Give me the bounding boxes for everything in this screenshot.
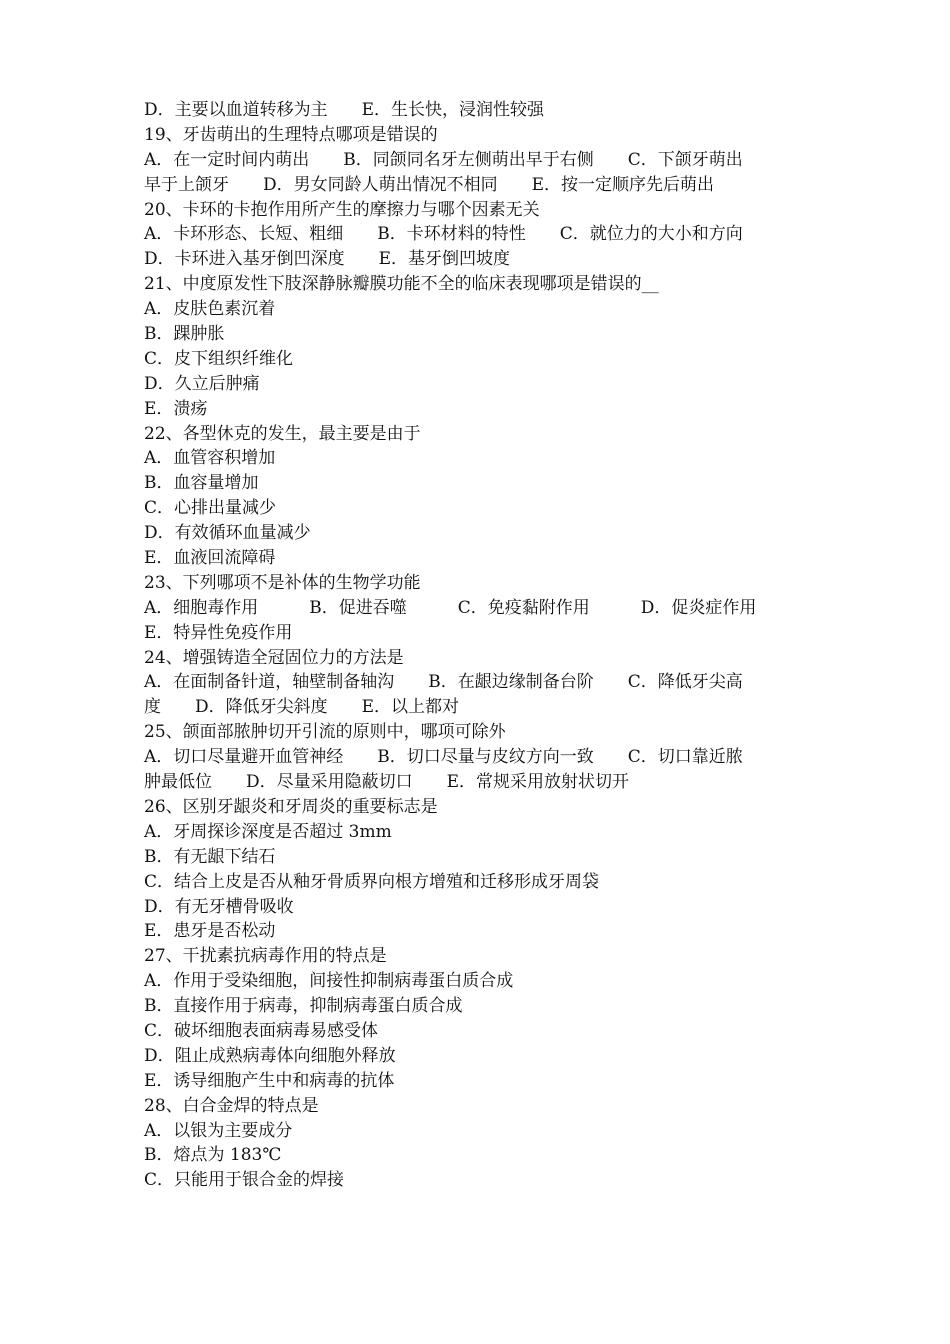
option-line: E．血液回流障碍 [144,548,276,569]
question-21-stem: 21、中度原发性下肢深静脉瓣膜功能不全的临床表现哪项是错误的__ [144,274,659,295]
option-line: B．直接作用于病毒，抑制病毒蛋白质合成 [144,996,463,1017]
option-line: E．溃疡 [144,398,208,419]
text-line: A．卡环形态、长短、粗细 B．卡环材料的特性 C．就位力的大小和方向 [144,224,743,245]
option-line: E．诱导细胞产生中和病毒的抗体 [144,1070,395,1091]
option-line: B．有无龈下结石 [144,846,276,867]
question-20-stem: 20、卡环的卡抱作用所产生的摩擦力与哪个因素无关 [144,199,540,220]
text-line: A．细胞毒作用 B．促进吞噬 C．免疫黏附作用 D．促炎症作用 [144,597,757,618]
text-line: D．主要以血道转移为主 E．生长快，浸润性较强 [144,100,545,120]
text-line: A．在面制备针道，轴壁制备轴沟 B．在龈边缘制备台阶 C．降低牙尖高 [144,672,743,693]
question-19-stem: 19、牙齿萌出的生理特点哪项是错误的 [144,124,438,145]
question-22-stem: 22、各型休克的发生，最主要是由于 [144,423,421,444]
option-line: C．结合上皮是否从釉牙骨质界向根方增殖和迁移形成牙周袋 [144,871,600,892]
option-line: C．只能用于银合金的焊接 [144,1170,345,1191]
question-25-stem: 25、颌面部脓肿切开引流的原则中，哪项可除外 [144,722,506,743]
option-line: A．牙周探诊深度是否超过 3mm [144,821,392,842]
text-line: 早于上颌牙 D．男女同龄人萌出情况不相同 E．按一定顺序先后萌出 [144,174,715,195]
option-line: A．血管容积增加 [144,448,276,469]
option-line: C．皮下组织纤维化 [144,348,294,369]
option-line: D．阻止成熟病毒体向细胞外释放 [144,1045,396,1066]
question-27-stem: 27、干扰素抗病毒作用的特点是 [144,946,387,967]
option-line: B．熔点为 183℃ [144,1145,282,1166]
option-line: A．皮肤色素沉着 [144,299,276,320]
option-line: E．特异性免疫作用 [144,622,293,643]
option-line: B．血容量增加 [144,473,259,494]
option-line: A．以银为主要成分 [144,1120,293,1141]
option-line: C．心排出量减少 [144,498,277,519]
option-line: A．作用于受染细胞，间接性抑制病毒蛋白质合成 [144,971,514,992]
question-23-stem: 23、下列哪项不是补体的生物学功能 [144,572,421,593]
option-line: E．患牙是否松动 [144,921,276,942]
option-line: D．有无牙槽骨吸收 [144,896,294,917]
option-line: C．破坏细胞表面病毒易感受体 [144,1020,379,1041]
question-28-stem: 28、白合金焊的特点是 [144,1095,319,1116]
option-line: D．久立后肿痛 [144,373,260,394]
text-line: A．切口尽量避开血管神经 B．切口尽量与皮纹方向一致 C．切口靠近脓 [144,747,743,768]
question-24-stem: 24、增强铸造全冠固位力的方法是 [144,647,404,668]
text-line: A．在一定时间内萌出 B．同颌同名牙左侧萌出早于右侧 C．下颌牙萌出 [144,149,743,170]
option-line: D．有效循环血量减少 [144,523,311,544]
option-line: B．踝肿胀 [144,324,225,345]
text-line: D．卡环进入基牙倒凹深度 E．基牙倒凹坡度 [144,249,511,270]
text-line: 肿最低位 D．尽量采用隐蔽切口 E．常规采用放射状切开 [144,772,630,793]
document-page [144,98,814,1193]
question-26-stem: 26、区别牙龈炎和牙周炎的重要标志是 [144,796,438,817]
text-line: 度 D．降低牙尖斜度 E．以上都对 [144,697,460,718]
